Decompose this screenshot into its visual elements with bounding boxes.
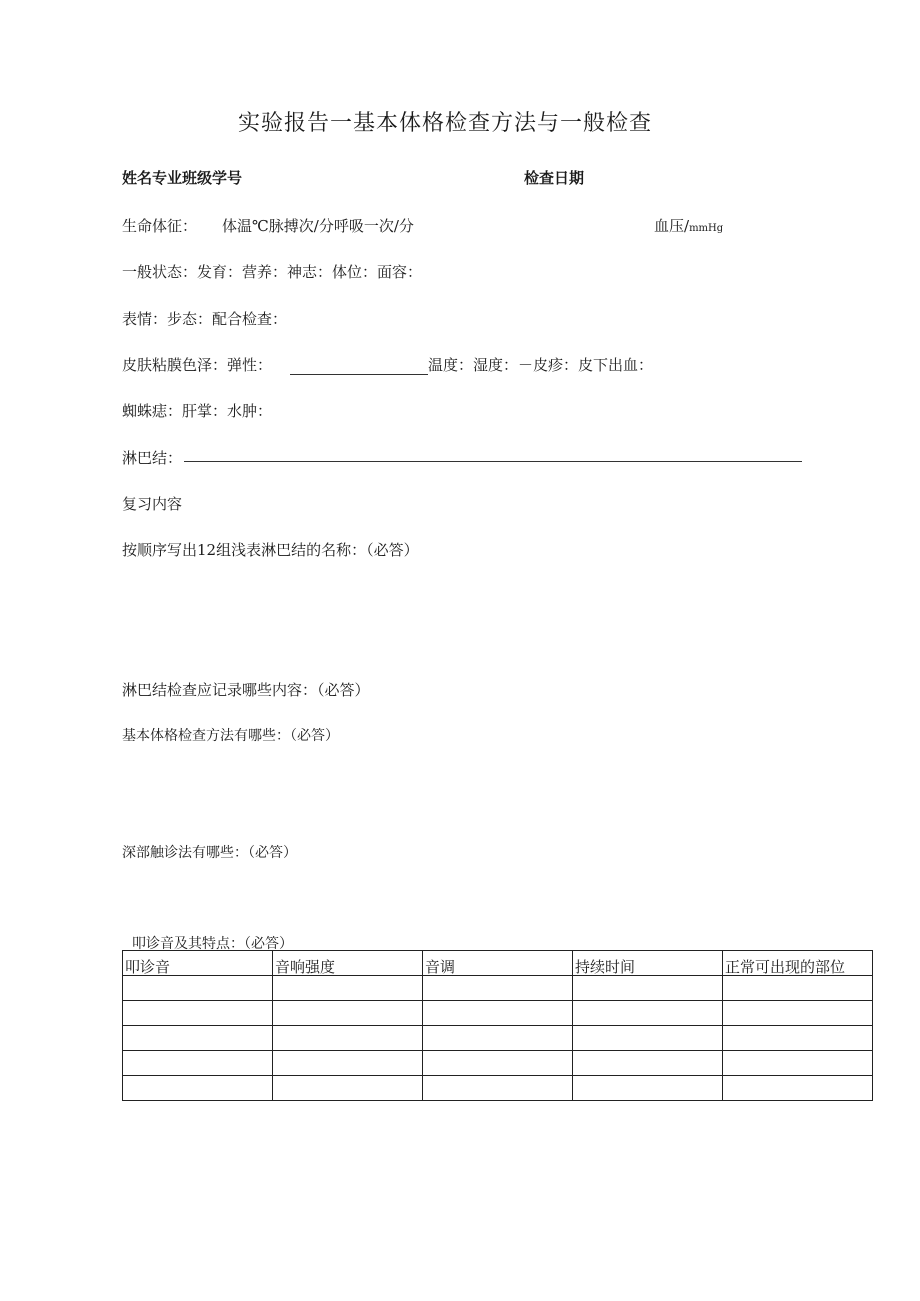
question-lymph-record: 淋巴结检查应记录哪些内容：（必答） — [122, 681, 370, 699]
table-row — [123, 1001, 873, 1026]
table-cell[interactable] — [423, 1076, 573, 1101]
exam-date-label: 检查日期 — [524, 169, 585, 187]
table-cell[interactable] — [423, 1001, 573, 1026]
table-cell[interactable] — [273, 1001, 423, 1026]
table-row — [123, 1051, 873, 1076]
table-cell[interactable] — [273, 1051, 423, 1076]
header-pitch: 音调 — [423, 951, 573, 976]
table-cell[interactable] — [273, 1076, 423, 1101]
table-cell[interactable] — [123, 976, 273, 1001]
question-percussion: 叩诊音及其特点：（必答） — [132, 936, 293, 952]
table-cell[interactable] — [723, 1051, 873, 1076]
vitals-label: 生命体征： — [122, 217, 198, 235]
elasticity-blank[interactable] — [290, 360, 428, 375]
header-percussion-sound: 叩诊音 — [123, 951, 273, 976]
expression-line: 表情：步态：配合检查： — [122, 310, 288, 328]
page-title: 实验报告一基本体格检查方法与一般检查 — [238, 111, 653, 136]
table-cell[interactable] — [423, 1026, 573, 1051]
spider-nevi-line: 蜘蛛痣：肝掌：水肿： — [122, 402, 273, 420]
table-cell[interactable] — [123, 1001, 273, 1026]
table-cell[interactable] — [723, 1076, 873, 1101]
vitals-fields: 体温℃脉搏次/分呼吸一次/分 — [222, 217, 414, 235]
blood-pressure-unit: mmHg — [689, 223, 724, 234]
table-header-row — [123, 951, 873, 976]
lymph-node-blank[interactable] — [184, 461, 802, 462]
table-cell[interactable] — [123, 1026, 273, 1051]
question-exam-methods: 基本体格检查方法有哪些：（必答） — [122, 728, 339, 744]
table-cell[interactable] — [123, 1076, 273, 1101]
skin-prefix: 皮肤粘膜色泽：弹性： — [122, 356, 273, 374]
table-cell[interactable] — [573, 1026, 723, 1051]
header-duration: 持续时间 — [573, 951, 723, 976]
question-lymph-groups: 按顺序写出12组浅表淋巴结的名称：（必答） — [122, 541, 419, 559]
table-cell[interactable] — [423, 1051, 573, 1076]
skin-suffix: 温度：湿度：－皮疹：皮下出血： — [428, 356, 654, 374]
table-cell[interactable] — [573, 1076, 723, 1101]
question-deep-palpation: 深部触诊法有哪些：（必答） — [122, 845, 297, 861]
student-info-label: 姓名专业班级学号 — [122, 169, 243, 187]
percussion-table — [122, 950, 873, 1101]
table-cell[interactable] — [423, 976, 573, 1001]
table-cell[interactable] — [123, 1051, 273, 1076]
table-cell[interactable] — [573, 1001, 723, 1026]
header-intensity: 音响强度 — [273, 951, 423, 976]
general-status-line: 一般状态：发育：营养：神志：体位：面容： — [122, 263, 423, 281]
table-cell[interactable] — [573, 1051, 723, 1076]
skin-mucosa-line — [122, 354, 653, 375]
table-cell[interactable] — [273, 976, 423, 1001]
table-cell[interactable] — [723, 1026, 873, 1051]
table-row — [123, 976, 873, 1001]
blood-pressure-field — [654, 215, 723, 236]
table-cell[interactable] — [723, 1001, 873, 1026]
header-normal-location: 正常可出现的部位 — [723, 951, 873, 976]
table-row — [123, 1076, 873, 1101]
table-cell[interactable] — [573, 976, 723, 1001]
table-row — [123, 1026, 873, 1051]
lymph-node-label: 淋巴结： — [122, 449, 183, 467]
table-cell[interactable] — [723, 976, 873, 1001]
review-heading: 复习内容 — [122, 495, 183, 513]
blood-pressure-label: 血压/ — [654, 217, 690, 235]
table-cell[interactable] — [273, 1026, 423, 1051]
